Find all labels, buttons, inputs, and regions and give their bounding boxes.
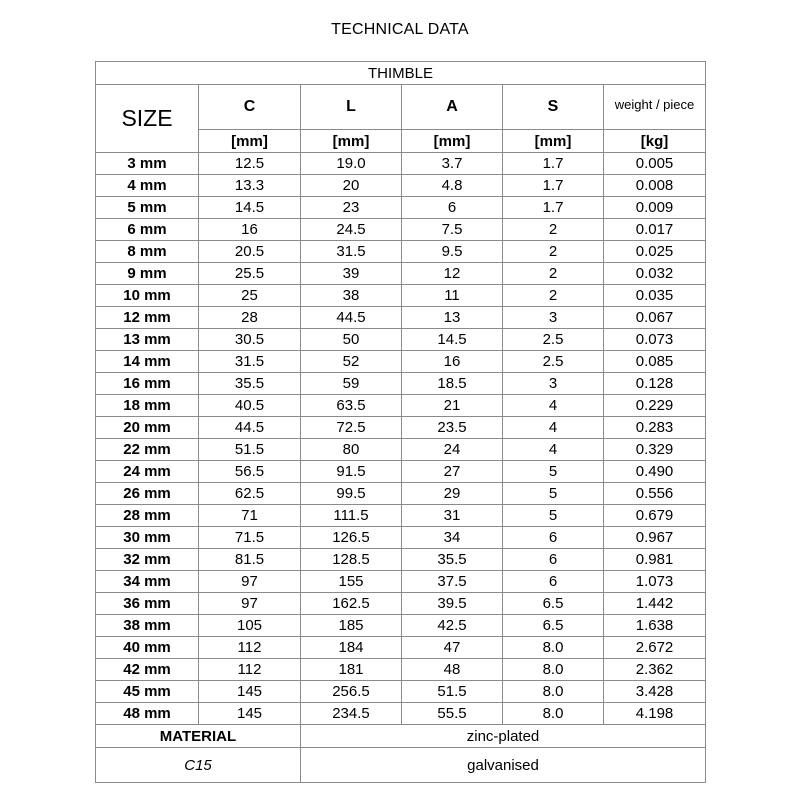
cell-c: 71.5 <box>199 527 301 549</box>
size-cell: 45 mm <box>96 681 199 703</box>
header-row <box>96 85 706 130</box>
cell-l: 23 <box>301 197 402 219</box>
size-cell: 3 mm <box>96 153 199 175</box>
cell-weight: 0.009 <box>604 197 706 219</box>
table-row <box>96 483 706 505</box>
table-row <box>96 307 706 329</box>
cell-c: 62.5 <box>199 483 301 505</box>
cell-c: 97 <box>199 593 301 615</box>
cell-l: 126.5 <box>301 527 402 549</box>
cell-a: 18.5 <box>402 373 503 395</box>
cell-weight: 0.229 <box>604 395 706 417</box>
cell-c: 145 <box>199 681 301 703</box>
cell-weight: 0.981 <box>604 549 706 571</box>
cell-l: 19.0 <box>301 153 402 175</box>
column-header-weight: weight / piece <box>604 85 706 130</box>
table-row <box>96 285 706 307</box>
cell-c: 97 <box>199 571 301 593</box>
unit-s: [mm] <box>503 130 604 153</box>
cell-c: 13.3 <box>199 175 301 197</box>
cell-c: 105 <box>199 615 301 637</box>
cell-s: 3 <box>503 307 604 329</box>
cell-l: 44.5 <box>301 307 402 329</box>
cell-weight: 0.556 <box>604 483 706 505</box>
material-finish-2: galvanised <box>301 748 706 783</box>
page-title: TECHNICAL DATA <box>331 21 469 38</box>
cell-weight: 0.005 <box>604 153 706 175</box>
cell-s: 2.5 <box>503 329 604 351</box>
cell-weight: 0.490 <box>604 461 706 483</box>
cell-l: 181 <box>301 659 402 681</box>
material-finish-1: zinc-plated <box>301 725 706 748</box>
size-cell: 22 mm <box>96 439 199 461</box>
cell-weight: 2.362 <box>604 659 706 681</box>
cell-weight: 0.967 <box>604 527 706 549</box>
cell-l: 185 <box>301 615 402 637</box>
table-row <box>96 593 706 615</box>
table-row <box>96 219 706 241</box>
size-cell: 34 mm <box>96 571 199 593</box>
cell-c: 25 <box>199 285 301 307</box>
table-row <box>96 681 706 703</box>
cell-l: 99.5 <box>301 483 402 505</box>
cell-l: 234.5 <box>301 703 402 725</box>
cell-s: 1.7 <box>503 153 604 175</box>
unit-l: [mm] <box>301 130 402 153</box>
cell-l: 155 <box>301 571 402 593</box>
cell-s: 1.7 <box>503 175 604 197</box>
cell-s: 8.0 <box>503 703 604 725</box>
unit-a: [mm] <box>402 130 503 153</box>
column-header-l: L <box>301 85 402 130</box>
cell-a: 6 <box>402 197 503 219</box>
cell-s: 2.5 <box>503 351 604 373</box>
table-row <box>96 659 706 681</box>
cell-weight: 0.329 <box>604 439 706 461</box>
table-row <box>96 373 706 395</box>
cell-a: 11 <box>402 285 503 307</box>
size-cell: 8 mm <box>96 241 199 263</box>
size-cell: 48 mm <box>96 703 199 725</box>
cell-c: 31.5 <box>199 351 301 373</box>
size-header: SIZE <box>96 85 199 153</box>
table-row <box>96 153 706 175</box>
material-code: C15 <box>96 748 301 783</box>
cell-s: 6 <box>503 527 604 549</box>
cell-weight: 3.428 <box>604 681 706 703</box>
cell-a: 37.5 <box>402 571 503 593</box>
cell-l: 184 <box>301 637 402 659</box>
size-cell: 32 mm <box>96 549 199 571</box>
unit-weight: [kg] <box>604 130 706 153</box>
cell-a: 29 <box>402 483 503 505</box>
cell-a: 48 <box>402 659 503 681</box>
cell-a: 51.5 <box>402 681 503 703</box>
size-cell: 20 mm <box>96 417 199 439</box>
cell-c: 56.5 <box>199 461 301 483</box>
cell-s: 8.0 <box>503 637 604 659</box>
cell-weight: 1.638 <box>604 615 706 637</box>
cell-weight: 0.017 <box>604 219 706 241</box>
table-row <box>96 197 706 219</box>
table-row <box>96 505 706 527</box>
technical-data-table <box>95 61 706 783</box>
cell-a: 13 <box>402 307 503 329</box>
cell-s: 2 <box>503 241 604 263</box>
cell-s: 2 <box>503 285 604 307</box>
cell-weight: 1.442 <box>604 593 706 615</box>
size-cell: 42 mm <box>96 659 199 681</box>
cell-l: 91.5 <box>301 461 402 483</box>
cell-l: 31.5 <box>301 241 402 263</box>
cell-a: 21 <box>402 395 503 417</box>
cell-weight: 4.198 <box>604 703 706 725</box>
size-cell: 18 mm <box>96 395 199 417</box>
cell-l: 111.5 <box>301 505 402 527</box>
cell-s: 5 <box>503 461 604 483</box>
table-row <box>96 615 706 637</box>
cell-a: 27 <box>402 461 503 483</box>
cell-weight: 0.067 <box>604 307 706 329</box>
unit-c: [mm] <box>199 130 301 153</box>
table-row <box>96 241 706 263</box>
cell-weight: 0.283 <box>604 417 706 439</box>
cell-s: 2 <box>503 219 604 241</box>
material-row <box>96 748 706 783</box>
table-row <box>96 571 706 593</box>
size-cell: 38 mm <box>96 615 199 637</box>
cell-s: 6 <box>503 549 604 571</box>
column-header-s: S <box>503 85 604 130</box>
cell-c: 145 <box>199 703 301 725</box>
size-cell: 6 mm <box>96 219 199 241</box>
cell-s: 8.0 <box>503 681 604 703</box>
cell-c: 112 <box>199 659 301 681</box>
table-row <box>96 351 706 373</box>
cell-l: 128.5 <box>301 549 402 571</box>
cell-s: 4 <box>503 417 604 439</box>
cell-s: 5 <box>503 483 604 505</box>
cell-weight: 0.679 <box>604 505 706 527</box>
cell-a: 9.5 <box>402 241 503 263</box>
cell-l: 39 <box>301 263 402 285</box>
cell-weight: 0.032 <box>604 263 706 285</box>
cell-c: 28 <box>199 307 301 329</box>
table-body <box>96 62 706 783</box>
cell-a: 24 <box>402 439 503 461</box>
size-cell: 13 mm <box>96 329 199 351</box>
cell-l: 256.5 <box>301 681 402 703</box>
table-row <box>96 439 706 461</box>
cell-weight: 0.008 <box>604 175 706 197</box>
cell-weight: 0.035 <box>604 285 706 307</box>
table-caption: THIMBLE <box>96 62 706 85</box>
table-row <box>96 175 706 197</box>
size-cell: 36 mm <box>96 593 199 615</box>
table-row <box>96 417 706 439</box>
cell-s: 6 <box>503 571 604 593</box>
cell-l: 59 <box>301 373 402 395</box>
cell-a: 4.8 <box>402 175 503 197</box>
column-header-a: A <box>402 85 503 130</box>
cell-a: 16 <box>402 351 503 373</box>
size-cell: 12 mm <box>96 307 199 329</box>
cell-l: 38 <box>301 285 402 307</box>
cell-l: 24.5 <box>301 219 402 241</box>
table-row <box>96 549 706 571</box>
column-header-c: C <box>199 85 301 130</box>
table-row <box>96 527 706 549</box>
material-label: MATERIAL <box>96 725 301 748</box>
cell-a: 7.5 <box>402 219 503 241</box>
size-cell: 4 mm <box>96 175 199 197</box>
size-cell: 16 mm <box>96 373 199 395</box>
cell-a: 34 <box>402 527 503 549</box>
size-cell: 14 mm <box>96 351 199 373</box>
cell-s: 2 <box>503 263 604 285</box>
caption-row <box>96 62 706 85</box>
cell-s: 8.0 <box>503 659 604 681</box>
cell-s: 4 <box>503 395 604 417</box>
size-cell: 10 mm <box>96 285 199 307</box>
cell-l: 63.5 <box>301 395 402 417</box>
cell-c: 44.5 <box>199 417 301 439</box>
cell-s: 3 <box>503 373 604 395</box>
cell-c: 51.5 <box>199 439 301 461</box>
cell-s: 5 <box>503 505 604 527</box>
material-row <box>96 725 706 748</box>
cell-c: 35.5 <box>199 373 301 395</box>
size-cell: 28 mm <box>96 505 199 527</box>
cell-s: 1.7 <box>503 197 604 219</box>
cell-l: 50 <box>301 329 402 351</box>
cell-weight: 0.025 <box>604 241 706 263</box>
table-row <box>96 395 706 417</box>
size-cell: 30 mm <box>96 527 199 549</box>
table-row <box>96 703 706 725</box>
size-cell: 40 mm <box>96 637 199 659</box>
cell-a: 42.5 <box>402 615 503 637</box>
cell-a: 35.5 <box>402 549 503 571</box>
cell-a: 39.5 <box>402 593 503 615</box>
cell-l: 162.5 <box>301 593 402 615</box>
cell-weight: 0.128 <box>604 373 706 395</box>
table-row <box>96 461 706 483</box>
size-cell: 9 mm <box>96 263 199 285</box>
table-row <box>96 329 706 351</box>
cell-l: 20 <box>301 175 402 197</box>
cell-weight: 2.672 <box>604 637 706 659</box>
cell-a: 14.5 <box>402 329 503 351</box>
cell-c: 112 <box>199 637 301 659</box>
cell-c: 30.5 <box>199 329 301 351</box>
cell-s: 6.5 <box>503 615 604 637</box>
cell-weight: 0.073 <box>604 329 706 351</box>
cell-c: 25.5 <box>199 263 301 285</box>
cell-weight: 1.073 <box>604 571 706 593</box>
size-cell: 5 mm <box>96 197 199 219</box>
cell-a: 31 <box>402 505 503 527</box>
cell-l: 72.5 <box>301 417 402 439</box>
cell-c: 81.5 <box>199 549 301 571</box>
cell-s: 4 <box>503 439 604 461</box>
cell-c: 12.5 <box>199 153 301 175</box>
size-cell: 26 mm <box>96 483 199 505</box>
cell-a: 12 <box>402 263 503 285</box>
cell-c: 14.5 <box>199 197 301 219</box>
cell-c: 40.5 <box>199 395 301 417</box>
cell-a: 47 <box>402 637 503 659</box>
cell-l: 80 <box>301 439 402 461</box>
cell-c: 71 <box>199 505 301 527</box>
cell-a: 55.5 <box>402 703 503 725</box>
size-cell: 24 mm <box>96 461 199 483</box>
table-row <box>96 263 706 285</box>
cell-a: 23.5 <box>402 417 503 439</box>
table-row <box>96 637 706 659</box>
cell-s: 6.5 <box>503 593 604 615</box>
cell-l: 52 <box>301 351 402 373</box>
cell-c: 20.5 <box>199 241 301 263</box>
cell-c: 16 <box>199 219 301 241</box>
cell-a: 3.7 <box>402 153 503 175</box>
cell-weight: 0.085 <box>604 351 706 373</box>
